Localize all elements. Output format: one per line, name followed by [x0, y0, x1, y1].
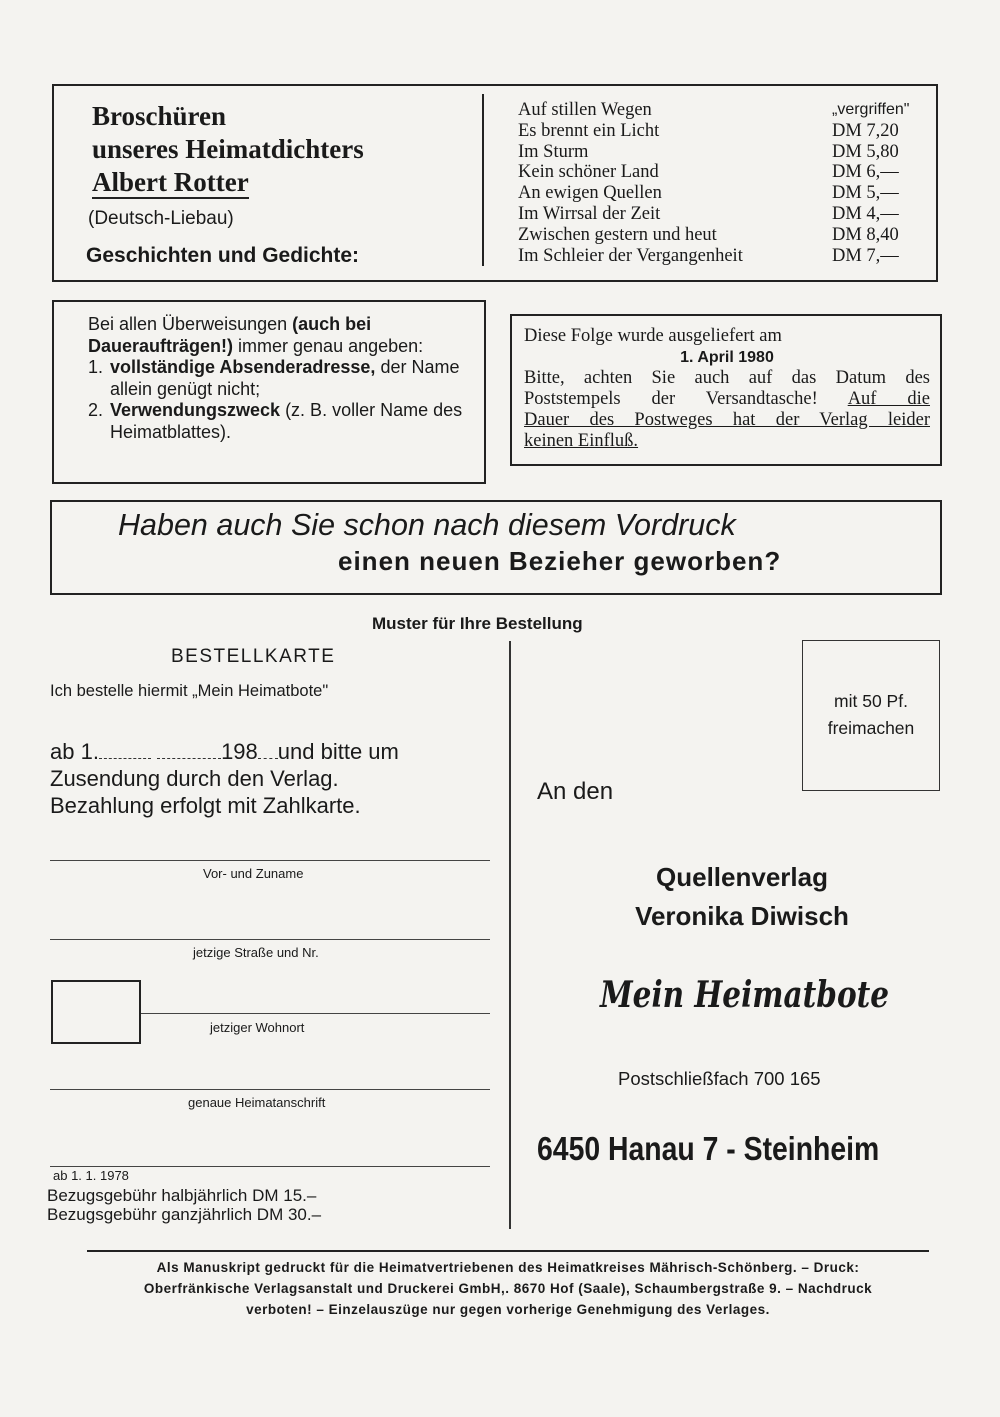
list-item: 1. vollständige Absenderadresse, der Name allein genügt nicht; [88, 357, 460, 399]
card-title: BESTELLKARTE [171, 646, 336, 667]
brochure-price: DM 5,— [832, 183, 899, 204]
list-item [518, 246, 918, 267]
order-text [50, 738, 399, 819]
magazine-logo: Mein Heimatbote [600, 974, 890, 1016]
delivery-notice [524, 326, 930, 452]
street-field-label: jetzige Straße und Nr. [193, 945, 319, 960]
stamp-text-line2: freimachen [827, 718, 915, 738]
name-field-label: Vor- und Zuname [203, 866, 304, 881]
brochure-title: Auf stillen Wegen [518, 100, 652, 120]
street-field[interactable] [50, 939, 490, 940]
transfer-notice [88, 314, 468, 443]
postal-code-box[interactable] [51, 980, 141, 1044]
list-item: 2. Verwendungszweck (z. B. voller Name des Heimatblattes). [88, 400, 463, 442]
start-date-line: ab 1. 198 und bitte um [50, 739, 399, 764]
promo-question: Haben auch Sie schon nach diesem Vordruck [118, 508, 736, 542]
list-item [518, 162, 918, 183]
brochure-title: Im Sturm [518, 141, 589, 162]
sample-heading: Muster für Ihre Bestellung [372, 614, 583, 633]
promo-question-line2: einen neuen Bezieher geworben? [338, 546, 782, 576]
imprint-line: verboten! – Einzelauszüge nur gegen vorherige Genehmigung des Verlages. [246, 1302, 770, 1317]
postbox: Postschließfach 700 165 [618, 1068, 821, 1089]
list-item [518, 204, 918, 225]
list-item [518, 121, 918, 142]
signature-line [50, 1166, 490, 1167]
brochures-title: Broschüren [92, 101, 227, 131]
column-divider [482, 94, 484, 266]
brochures-subtitle: Geschichten und Gedichte: [86, 244, 360, 267]
brochure-price: DM 6,— [832, 162, 899, 183]
day-blank[interactable] [99, 740, 151, 759]
delivery-date: 1. April 1980 [680, 349, 774, 366]
brochure-price: „vergriffen" [832, 101, 910, 118]
delivery-line: keinen Einfluß. [524, 431, 639, 451]
brochure-price: DM 8,40 [832, 224, 899, 245]
delivery-line: Bitte, achten Sie auch auf das Datum des [524, 368, 930, 388]
imprint-line: Als Manuskript gedruckt für die Heimatvertriebenen des Heimatkreises Mährisch-Schönberg. – Druck: [156, 1260, 860, 1275]
delivery-notice-box [510, 314, 942, 466]
list-item [518, 142, 918, 163]
list-item [518, 225, 918, 246]
year-blank[interactable] [258, 740, 278, 759]
order-text-line: Zusendung durch den Verlag. [50, 766, 339, 791]
card-divider [509, 641, 511, 1229]
stamp-text-line1: mit 50 Pf. [834, 691, 908, 711]
imprint [80, 1257, 936, 1320]
order-line: Ich bestelle hiermit „Mein Heimatbote" [50, 682, 329, 700]
fee-full-year: Bezugsgebühr ganzjährlich DM 30.– [47, 1205, 322, 1224]
brochure-title: Im Wirrsal der Zeit [518, 203, 661, 224]
publisher-line2: Veronika Diwisch [635, 901, 849, 931]
publisher-name [592, 858, 892, 936]
delivery-line: Dauer des Postweges hat der Verlag leider [524, 410, 930, 430]
fee-text [47, 1186, 321, 1224]
brochure-title: Kein schöner Land [518, 162, 659, 183]
recipient-prefix: An den [537, 778, 614, 805]
fee-date: ab 1. 1. 1978 [53, 1168, 129, 1183]
brochure-title: An ewigen Quellen [518, 183, 662, 204]
brochure-price: DM 7,— [832, 245, 899, 266]
town-field[interactable] [141, 1013, 490, 1014]
imprint-line: Oberfränkische Verlagsanstalt und Druckerei GmbH,. 8670 Hof (Saale), Schaumbergstraße 9. – Nachdruck [143, 1281, 873, 1296]
list-item [518, 100, 918, 121]
brochure-price: DM 5,80 [832, 141, 899, 162]
name-field[interactable] [50, 860, 490, 861]
brochures-title-line2: unseres Heimatdichters [92, 134, 364, 164]
order-text-line: Bezahlung erfolgt mit Zahlkarte. [50, 793, 361, 818]
home-address-field[interactable] [50, 1089, 490, 1090]
list-item [518, 183, 918, 204]
brochure-title: Es brennt ein Licht [518, 120, 660, 141]
transfer-notice-box [52, 300, 486, 484]
home-address-field-label: genaue Heimatanschrift [188, 1095, 326, 1110]
brochure-price: DM 7,20 [832, 120, 899, 141]
author-origin: (Deutsch-Liebau) [88, 208, 234, 229]
town-field-label: jetziger Wohnort [210, 1020, 305, 1035]
promo-box [50, 500, 942, 595]
delivery-line: Poststempels der Versandtasche! Auf die [524, 389, 930, 409]
month-blank[interactable] [157, 740, 221, 759]
brochure-price: DM 4,— [832, 203, 899, 224]
brochure-list [518, 100, 918, 266]
brochures-box [52, 84, 938, 282]
transfer-intro: Bei allen Überweisungen (auch bei Daueraufträgen!) immer genau angeben: [88, 314, 424, 356]
fee-half-year: Bezugsgebühr halbjährlich DM 15.– [47, 1186, 317, 1205]
delivery-line: Diese Folge wurde ausgeliefert am [524, 326, 782, 346]
publisher-line1: Quellenverlag [656, 862, 828, 892]
brochure-title: Im Schleier der Vergangenheit [518, 245, 743, 266]
stamp-text [816, 688, 926, 742]
author-name: Albert Rotter [92, 167, 249, 197]
footer-divider [87, 1250, 929, 1252]
city-address: 6450 Hanau 7 - Steinheim [537, 1130, 880, 1167]
brochure-title: Zwischen gestern und heut [518, 224, 717, 245]
